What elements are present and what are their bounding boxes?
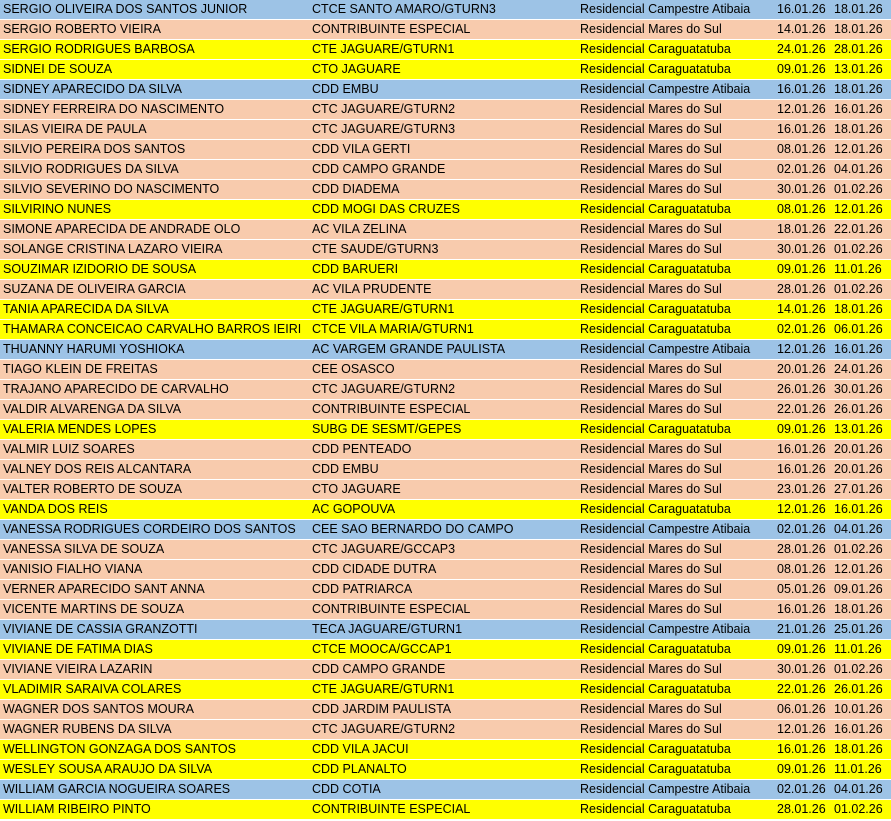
checkout-date-cell: 20.01.26	[832, 460, 891, 480]
residence-cell: Residencial Mares do Sul	[577, 660, 775, 680]
residence-cell: Residencial Mares do Sul	[577, 460, 775, 480]
table-row	[0, 360, 891, 380]
unit-cell: AC VILA PRUDENTE	[309, 280, 577, 300]
unit-cell: CDD DIADEMA	[309, 180, 577, 200]
employee-name-cell: SERGIO RODRIGUES BARBOSA	[0, 40, 309, 60]
residence-cell: Residencial Caraguatatuba	[577, 800, 775, 820]
checkin-date-cell: 28.01.26	[775, 800, 832, 820]
unit-cell: CONTRIBUINTE ESPECIAL	[309, 400, 577, 420]
table-row	[0, 700, 891, 720]
unit-cell: CTC JAGUARE/GTURN2	[309, 100, 577, 120]
checkin-date-cell: 12.01.26	[775, 340, 832, 360]
checkout-date-cell: 04.01.26	[832, 780, 891, 800]
checkin-date-cell: 20.01.26	[775, 360, 832, 380]
checkout-date-cell: 26.01.26	[832, 400, 891, 420]
residence-cell: Residencial Caraguatatuba	[577, 760, 775, 780]
employee-name-cell: SILVIO RODRIGUES DA SILVA	[0, 160, 309, 180]
table-row	[0, 560, 891, 580]
table-row	[0, 200, 891, 220]
checkin-date-cell: 30.01.26	[775, 240, 832, 260]
checkout-date-cell: 18.01.26	[832, 80, 891, 100]
checkout-date-cell: 22.01.26	[832, 220, 891, 240]
checkin-date-cell: 02.01.26	[775, 320, 832, 340]
residence-cell: Residencial Campestre Atibaia	[577, 620, 775, 640]
residence-cell: Residencial Mares do Sul	[577, 580, 775, 600]
unit-cell: CTO JAGUARE	[309, 60, 577, 80]
unit-cell: CDD PATRIARCA	[309, 580, 577, 600]
unit-cell: AC GOPOUVA	[309, 500, 577, 520]
checkout-date-cell: 20.01.26	[832, 440, 891, 460]
checkin-date-cell: 02.01.26	[775, 520, 832, 540]
residence-cell: Residencial Mares do Sul	[577, 240, 775, 260]
employee-name-cell: SIDNEY FERREIRA DO NASCIMENTO	[0, 100, 309, 120]
checkout-date-cell: 13.01.26	[832, 60, 891, 80]
checkin-date-cell: 08.01.26	[775, 140, 832, 160]
unit-cell: CDD JARDIM PAULISTA	[309, 700, 577, 720]
employee-name-cell: VANESSA SILVA DE SOUZA	[0, 540, 309, 560]
checkout-date-cell: 18.01.26	[832, 600, 891, 620]
checkout-date-cell: 01.02.26	[832, 180, 891, 200]
table-row	[0, 540, 891, 560]
checkin-date-cell: 14.01.26	[775, 300, 832, 320]
employee-name-cell: WELLINGTON GONZAGA DOS SANTOS	[0, 740, 309, 760]
table-row	[0, 140, 891, 160]
unit-cell: AC VARGEM GRANDE PAULISTA	[309, 340, 577, 360]
unit-cell: CTC JAGUARE/GTURN2	[309, 720, 577, 740]
residence-cell: Residencial Mares do Sul	[577, 700, 775, 720]
checkin-date-cell: 30.01.26	[775, 660, 832, 680]
unit-cell: CEE SAO BERNARDO DO CAMPO	[309, 520, 577, 540]
checkin-date-cell: 28.01.26	[775, 540, 832, 560]
checkin-date-cell: 23.01.26	[775, 480, 832, 500]
residence-cell: Residencial Mares do Sul	[577, 400, 775, 420]
table-row	[0, 80, 891, 100]
unit-cell: CDD CAMPO GRANDE	[309, 160, 577, 180]
table-row	[0, 0, 891, 20]
employee-name-cell: SIDNEY APARECIDO DA SILVA	[0, 80, 309, 100]
employee-name-cell: SOUZIMAR IZIDORIO DE SOUSA	[0, 260, 309, 280]
residence-cell: Residencial Caraguatatuba	[577, 200, 775, 220]
residence-cell: Residencial Campestre Atibaia	[577, 520, 775, 540]
employee-name-cell: VIVIANE DE FATIMA DIAS	[0, 640, 309, 660]
residence-cell: Residencial Mares do Sul	[577, 220, 775, 240]
checkout-date-cell: 27.01.26	[832, 480, 891, 500]
checkin-date-cell: 26.01.26	[775, 380, 832, 400]
table-row	[0, 620, 891, 640]
checkout-date-cell: 09.01.26	[832, 580, 891, 600]
checkin-date-cell: 12.01.26	[775, 720, 832, 740]
unit-cell: CTE SAUDE/GTURN3	[309, 240, 577, 260]
employee-name-cell: SILVIRINO NUNES	[0, 200, 309, 220]
employee-name-cell: VALTER ROBERTO DE SOUZA	[0, 480, 309, 500]
table-row	[0, 520, 891, 540]
checkin-date-cell: 16.01.26	[775, 740, 832, 760]
residence-cell: Residencial Mares do Sul	[577, 100, 775, 120]
unit-cell: CTCE MOOCA/GCCAP1	[309, 640, 577, 660]
checkin-date-cell: 12.01.26	[775, 500, 832, 520]
employee-name-cell: SIDNEI DE SOUZA	[0, 60, 309, 80]
table-row	[0, 120, 891, 140]
table-row	[0, 680, 891, 700]
checkout-date-cell: 01.02.26	[832, 280, 891, 300]
table-row	[0, 260, 891, 280]
checkout-date-cell: 04.01.26	[832, 160, 891, 180]
residence-cell: Residencial Mares do Sul	[577, 280, 775, 300]
table-row	[0, 640, 891, 660]
table-row	[0, 660, 891, 680]
residence-cell: Residencial Mares do Sul	[577, 720, 775, 740]
table-row	[0, 440, 891, 460]
residence-cell: Residencial Mares do Sul	[577, 20, 775, 40]
checkin-date-cell: 12.01.26	[775, 100, 832, 120]
unit-cell: CTE JAGUARE/GTURN1	[309, 680, 577, 700]
checkin-date-cell: 16.01.26	[775, 80, 832, 100]
unit-cell: CTE JAGUARE/GTURN1	[309, 40, 577, 60]
checkin-date-cell: 09.01.26	[775, 260, 832, 280]
unit-cell: CDD EMBU	[309, 80, 577, 100]
checkin-date-cell: 22.01.26	[775, 400, 832, 420]
unit-cell: CTO JAGUARE	[309, 480, 577, 500]
employee-name-cell: TANIA APARECIDA DA SILVA	[0, 300, 309, 320]
checkin-date-cell: 16.01.26	[775, 0, 832, 20]
checkout-date-cell: 11.01.26	[832, 640, 891, 660]
residence-cell: Residencial Mares do Sul	[577, 440, 775, 460]
checkout-date-cell: 16.01.26	[832, 100, 891, 120]
checkin-date-cell: 16.01.26	[775, 460, 832, 480]
unit-cell: CDD EMBU	[309, 460, 577, 480]
residence-cell: Residencial Campestre Atibaia	[577, 0, 775, 20]
checkout-date-cell: 10.01.26	[832, 700, 891, 720]
table-row	[0, 380, 891, 400]
table-row	[0, 780, 891, 800]
unit-cell: CDD BARUERI	[309, 260, 577, 280]
residence-cell: Residencial Mares do Sul	[577, 160, 775, 180]
checkout-date-cell: 30.01.26	[832, 380, 891, 400]
checkout-date-cell: 18.01.26	[832, 0, 891, 20]
table-row	[0, 760, 891, 780]
employee-name-cell: WILLIAM RIBEIRO PINTO	[0, 800, 309, 820]
employee-name-cell: VANESSA RODRIGUES CORDEIRO DOS SANTOS	[0, 520, 309, 540]
table-row	[0, 340, 891, 360]
unit-cell: CONTRIBUINTE ESPECIAL	[309, 600, 577, 620]
checkin-date-cell: 16.01.26	[775, 600, 832, 620]
table-row	[0, 580, 891, 600]
residence-cell: Residencial Mares do Sul	[577, 180, 775, 200]
checkin-date-cell: 02.01.26	[775, 160, 832, 180]
checkin-date-cell: 02.01.26	[775, 780, 832, 800]
checkout-date-cell: 01.02.26	[832, 540, 891, 560]
table-row	[0, 720, 891, 740]
employee-name-cell: VANDA DOS REIS	[0, 500, 309, 520]
table-row	[0, 100, 891, 120]
unit-cell: CDD VILA JACUI	[309, 740, 577, 760]
checkout-date-cell: 01.02.26	[832, 800, 891, 820]
table-row	[0, 400, 891, 420]
checkout-date-cell: 24.01.26	[832, 360, 891, 380]
residence-cell: Residencial Campestre Atibaia	[577, 80, 775, 100]
residence-cell: Residencial Mares do Sul	[577, 480, 775, 500]
employee-name-cell: SIMONE APARECIDA DE ANDRADE OLO	[0, 220, 309, 240]
employee-name-cell: THAMARA CONCEICAO CARVALHO BARROS IEIRI	[0, 320, 309, 340]
residence-cell: Residencial Caraguatatuba	[577, 60, 775, 80]
residence-cell: Residencial Campestre Atibaia	[577, 780, 775, 800]
checkin-date-cell: 16.01.26	[775, 120, 832, 140]
checkin-date-cell: 09.01.26	[775, 640, 832, 660]
employee-name-cell: WAGNER DOS SANTOS MOURA	[0, 700, 309, 720]
checkin-date-cell: 06.01.26	[775, 700, 832, 720]
employee-name-cell: SERGIO ROBERTO VIEIRA	[0, 20, 309, 40]
table-row	[0, 300, 891, 320]
employee-name-cell: VERNER APARECIDO SANT ANNA	[0, 580, 309, 600]
checkin-date-cell: 24.01.26	[775, 40, 832, 60]
unit-cell: CTE JAGUARE/GTURN1	[309, 300, 577, 320]
unit-cell: CTC JAGUARE/GCCAP3	[309, 540, 577, 560]
checkout-date-cell: 11.01.26	[832, 760, 891, 780]
table-row	[0, 600, 891, 620]
unit-cell: CTC JAGUARE/GTURN3	[309, 120, 577, 140]
checkout-date-cell: 16.01.26	[832, 720, 891, 740]
residence-cell: Residencial Mares do Sul	[577, 120, 775, 140]
checkout-date-cell: 25.01.26	[832, 620, 891, 640]
checkin-date-cell: 09.01.26	[775, 760, 832, 780]
residence-cell: Residencial Mares do Sul	[577, 380, 775, 400]
residence-cell: Residencial Campestre Atibaia	[577, 340, 775, 360]
employee-name-cell: VICENTE MARTINS DE SOUZA	[0, 600, 309, 620]
table-row	[0, 320, 891, 340]
employee-name-cell: THUANNY HARUMI YOSHIOKA	[0, 340, 309, 360]
unit-cell: CDD VILA GERTI	[309, 140, 577, 160]
checkout-date-cell: 16.01.26	[832, 340, 891, 360]
residence-cell: Residencial Mares do Sul	[577, 540, 775, 560]
table-row	[0, 500, 891, 520]
unit-cell: CTC JAGUARE/GTURN2	[309, 380, 577, 400]
checkin-date-cell: 28.01.26	[775, 280, 832, 300]
checkout-date-cell: 18.01.26	[832, 120, 891, 140]
employee-name-cell: TRAJANO APARECIDO DE CARVALHO	[0, 380, 309, 400]
unit-cell: CDD MOGI DAS CRUZES	[309, 200, 577, 220]
employee-name-cell: WILLIAM GARCIA NOGUEIRA SOARES	[0, 780, 309, 800]
employee-name-cell: VALNEY DOS REIS ALCANTARA	[0, 460, 309, 480]
employee-name-cell: VIVIANE VIEIRA LAZARIN	[0, 660, 309, 680]
checkin-date-cell: 18.01.26	[775, 220, 832, 240]
employee-name-cell: SILAS VIEIRA DE PAULA	[0, 120, 309, 140]
unit-cell: CDD CIDADE DUTRA	[309, 560, 577, 580]
residence-cell: Residencial Mares do Sul	[577, 360, 775, 380]
checkout-date-cell: 04.01.26	[832, 520, 891, 540]
residence-cell: Residencial Caraguatatuba	[577, 640, 775, 660]
checkout-date-cell: 01.02.26	[832, 240, 891, 260]
employee-name-cell: VLADIMIR SARAIVA COLARES	[0, 680, 309, 700]
employee-name-cell: VANISIO FIALHO VIANA	[0, 560, 309, 580]
table-row	[0, 160, 891, 180]
checkin-date-cell: 16.01.26	[775, 440, 832, 460]
unit-cell: CTCE SANTO AMARO/GTURN3	[309, 0, 577, 20]
employee-name-cell: VALERIA MENDES LOPES	[0, 420, 309, 440]
table-row	[0, 480, 891, 500]
checkout-date-cell: 16.01.26	[832, 500, 891, 520]
checkout-date-cell: 06.01.26	[832, 320, 891, 340]
checkout-date-cell: 18.01.26	[832, 740, 891, 760]
employee-name-cell: WESLEY SOUSA ARAUJO DA SILVA	[0, 760, 309, 780]
residence-cell: Residencial Mares do Sul	[577, 600, 775, 620]
unit-cell: CDD PENTEADO	[309, 440, 577, 460]
table-row	[0, 60, 891, 80]
unit-cell: CDD CAMPO GRANDE	[309, 660, 577, 680]
employee-name-cell: SILVIO SEVERINO DO NASCIMENTO	[0, 180, 309, 200]
table-row	[0, 180, 891, 200]
employee-name-cell: SUZANA DE OLIVEIRA GARCIA	[0, 280, 309, 300]
residence-cell: Residencial Caraguatatuba	[577, 320, 775, 340]
checkin-date-cell: 09.01.26	[775, 60, 832, 80]
residence-cell: Residencial Caraguatatuba	[577, 500, 775, 520]
employee-name-cell: VALDIR ALVARENGA DA SILVA	[0, 400, 309, 420]
table-row	[0, 280, 891, 300]
checkout-date-cell: 13.01.26	[832, 420, 891, 440]
table-row	[0, 800, 891, 820]
unit-cell: CONTRIBUINTE ESPECIAL	[309, 800, 577, 820]
employee-name-cell: VALMIR LUIZ SOARES	[0, 440, 309, 460]
employee-name-cell: SILVIO PEREIRA DOS SANTOS	[0, 140, 309, 160]
checkout-date-cell: 26.01.26	[832, 680, 891, 700]
checkout-date-cell: 01.02.26	[832, 660, 891, 680]
checkin-date-cell: 08.01.26	[775, 560, 832, 580]
unit-cell: CEE OSASCO	[309, 360, 577, 380]
checkin-date-cell: 08.01.26	[775, 200, 832, 220]
checkout-date-cell: 12.01.26	[832, 560, 891, 580]
checkin-date-cell: 21.01.26	[775, 620, 832, 640]
unit-cell: CDD PLANALTO	[309, 760, 577, 780]
residence-cell: Residencial Caraguatatuba	[577, 740, 775, 760]
employee-name-cell: TIAGO KLEIN DE FREITAS	[0, 360, 309, 380]
employee-name-cell: SERGIO OLIVEIRA DOS SANTOS JUNIOR	[0, 0, 309, 20]
unit-cell: CTCE VILA MARIA/GTURN1	[309, 320, 577, 340]
checkin-date-cell: 22.01.26	[775, 680, 832, 700]
employee-name-cell: SOLANGE CRISTINA LAZARO VIEIRA	[0, 240, 309, 260]
residence-cell: Residencial Caraguatatuba	[577, 680, 775, 700]
table-row	[0, 460, 891, 480]
unit-cell: CONTRIBUINTE ESPECIAL	[309, 20, 577, 40]
residence-cell: Residencial Caraguatatuba	[577, 260, 775, 280]
checkout-date-cell: 12.01.26	[832, 200, 891, 220]
table-row	[0, 740, 891, 760]
unit-cell: CDD COTIA	[309, 780, 577, 800]
checkout-date-cell: 12.01.26	[832, 140, 891, 160]
table-row	[0, 420, 891, 440]
checkin-date-cell: 30.01.26	[775, 180, 832, 200]
residence-cell: Residencial Caraguatatuba	[577, 420, 775, 440]
employee-name-cell: WAGNER RUBENS DA SILVA	[0, 720, 309, 740]
residence-cell: Residencial Caraguatatuba	[577, 40, 775, 60]
checkout-date-cell: 11.01.26	[832, 260, 891, 280]
table-row	[0, 240, 891, 260]
unit-cell: TECA JAGUARE/GTURN1	[309, 620, 577, 640]
residence-cell: Residencial Mares do Sul	[577, 140, 775, 160]
checkin-date-cell: 09.01.26	[775, 420, 832, 440]
table-row	[0, 20, 891, 40]
employee-name-cell: VIVIANE DE CASSIA GRANZOTTI	[0, 620, 309, 640]
checkin-date-cell: 05.01.26	[775, 580, 832, 600]
residence-cell: Residencial Mares do Sul	[577, 560, 775, 580]
checkout-date-cell: 18.01.26	[832, 300, 891, 320]
table-row	[0, 220, 891, 240]
checkout-date-cell: 28.01.26	[832, 40, 891, 60]
table-row	[0, 40, 891, 60]
residence-cell: Residencial Caraguatatuba	[577, 300, 775, 320]
checkout-date-cell: 18.01.26	[832, 20, 891, 40]
unit-cell: AC VILA ZELINA	[309, 220, 577, 240]
unit-cell: SUBG DE SESMT/GEPES	[309, 420, 577, 440]
checkin-date-cell: 14.01.26	[775, 20, 832, 40]
